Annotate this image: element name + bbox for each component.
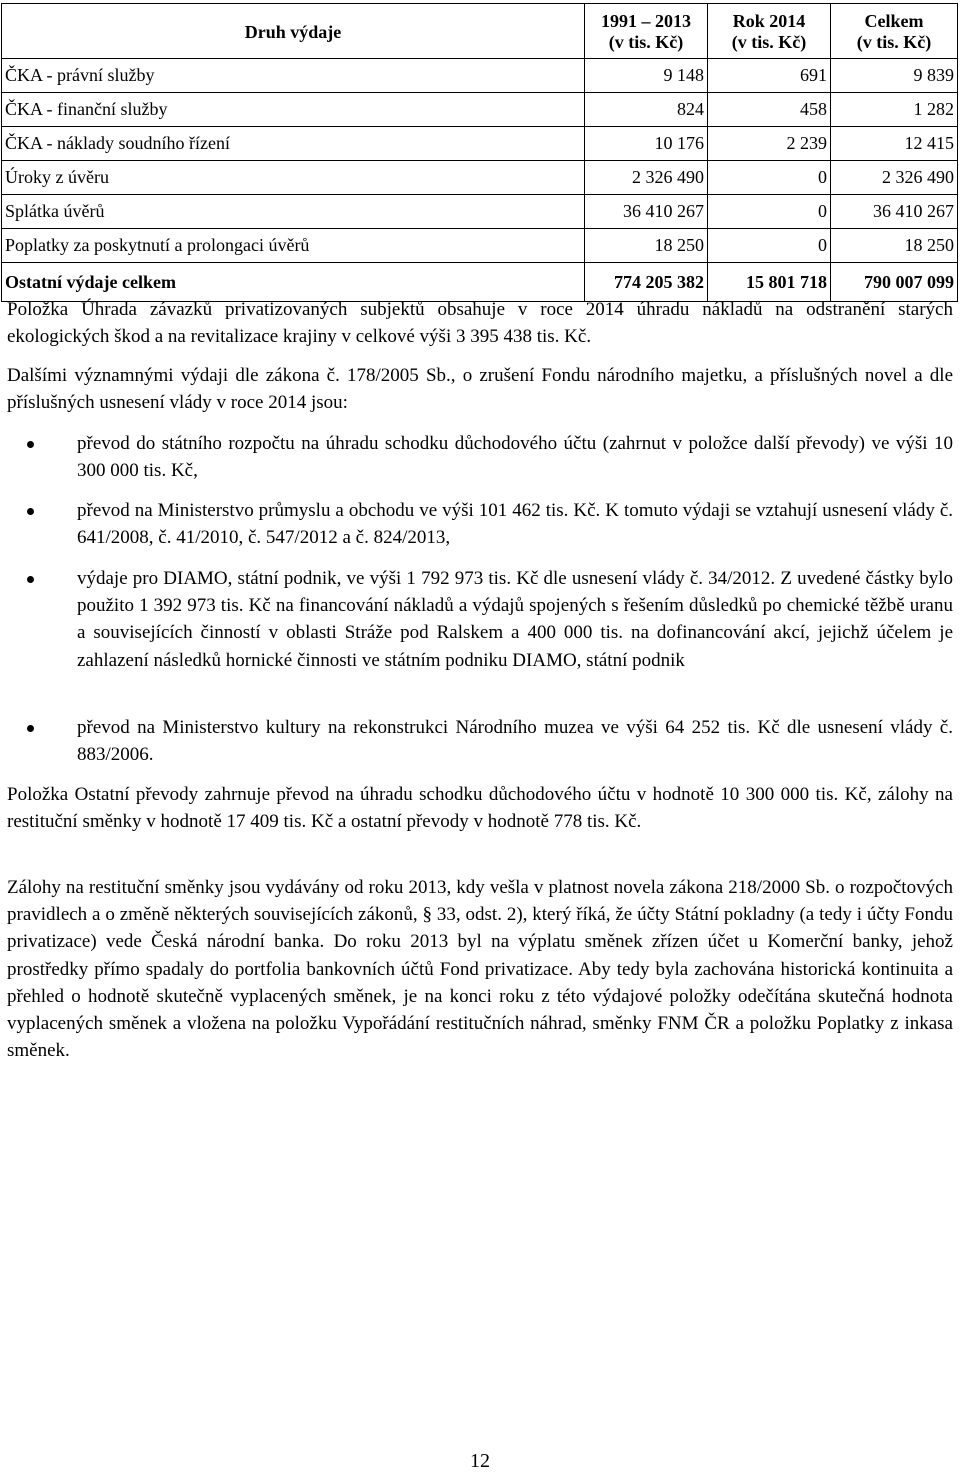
table-header-row <box>2 4 958 59</box>
bullet-icon <box>27 508 34 515</box>
row-value-1991-2013: 10 176 <box>585 127 708 161</box>
row-value-total: 2 326 490 <box>831 161 958 195</box>
header-1991-2013: 1991 – 2013 (v tis. Kč) <box>585 4 708 59</box>
header-total: Celkem (v tis. Kč) <box>831 4 958 59</box>
paragraph-other-transfers: Položka Ostatní převody zahrnuje převod na úhradu schodku důchodového účtu v hodnotě 10 300 000 tis. Kč, zálohy na restituční směnky v hodnotě 17 409 tis. Kč a ostatní převody v hodnotě 778 tis. Kč. <box>7 784 953 833</box>
row-name: ČKA - finanční služby <box>2 93 585 127</box>
row-name: Poplatky za poskytnutí a prolongaci úvěrů <box>2 229 585 263</box>
row-value-2014: 0 <box>708 195 831 229</box>
row-value-2014: 0 <box>708 229 831 263</box>
list-item-text: převod na Ministerstvo kultury na rekonstrukci Národního muzea ve výši 64 252 tis. Kč dle usnesení vlády č. 883/2006. <box>77 717 953 766</box>
row-value-2014: 691 <box>708 59 831 93</box>
total-value-2014: 15 801 718 <box>708 263 831 302</box>
expenditure-table <box>1 3 958 302</box>
list-item-text: převod do státního rozpočtu na úhradu schodku důchodového účtu (zahrnut v položce další převody) ve výši 10 300 000 tis. Kč, <box>77 433 953 482</box>
table-row <box>2 161 958 195</box>
bullet-icon <box>27 441 34 448</box>
table-row <box>2 229 958 263</box>
row-name: ČKA - náklady soudního řízení <box>2 127 585 161</box>
row-name: Úroky z úvěru <box>2 161 585 195</box>
header-2014: Rok 2014 (v tis. Kč) <box>708 4 831 59</box>
row-value-2014: 2 239 <box>708 127 831 161</box>
row-value-total: 18 250 <box>831 229 958 263</box>
paragraph-restitution-advances: Zálohy na restituční směnky jsou vydávány od roku 2013, kdy vešla v platnost novela zákona 218/2000 Sb. o rozpočtových pravidlech a o změně některých souvisejících zákonů, § 33, odst. 2), který říká, že účty Státní pokladny (a tedy i účty Fondu privatizace) vede Česká národní banka. Do roku 2013 byl na výplatu směnek zřízen účet u Komerční banky, jehož prostředky přímo spadaly do portfolia bankovních účtů Fond privatizace. Aby tedy byla zachována historická kontinuita a přehled o hodnotě skutečně vyplacených směnek, je na konci roku z této výdajové položky odečítána skutečná hodnota vyplacených směnek a vložena na položku Vypořádání restitučních náhrad, směnky FNM ČR a položku Poplatky z inkasa směnek. <box>7 877 953 1062</box>
table-row <box>2 93 958 127</box>
bullet-icon <box>27 725 34 732</box>
paragraph-privatized-liabilities: Položka Úhrada závazků privatizovaných subjektů obsahuje v roce 2014 úhradu nákladů na odstranění starých ekologických škod a na revitalizace krajiny v celkové výši 3 395 438 tis. Kč. <box>7 299 953 348</box>
row-value-total: 1 282 <box>831 93 958 127</box>
row-value-1991-2013: 824 <box>585 93 708 127</box>
total-value-1991-2013: 774 205 382 <box>585 263 708 302</box>
row-value-total: 9 839 <box>831 59 958 93</box>
table-row <box>2 127 958 161</box>
table-row <box>2 59 958 93</box>
list-item-text: výdaje pro DIAMO, státní podnik, ve výši 1 792 973 tis. Kč dle usnesení vlády č. 34/2012. Z uvedené částky bylo použito 1 392 973 tis. Kč na financování nákladů a výdajů spojených s řešením důsledků po chemické těžbě uranu a souvisejících činností v oblasti Stráže pod Ralskem a 400 000 tis. na dofinancování akcí, jejichž účelem je zahlazení následků hornické činnosti ve státním podniku DIAMO, státní podnik <box>77 568 953 671</box>
row-value-total: 36 410 267 <box>831 195 958 229</box>
row-value-1991-2013: 2 326 490 <box>585 161 708 195</box>
paragraph-other-expenses-intro: Dalšími významnými výdaji dle zákona č. 178/2005 Sb., o zrušení Fondu národního majetku, a příslušných novel a dle příslušných usnesení vlády v roce 2014 jsou: <box>7 365 953 414</box>
list-item-text: převod na Ministerstvo průmyslu a obchodu ve výši 101 462 tis. Kč. K tomuto výdaji se vztahují usnesení vlády č. 641/2008, č. 41/2010, č. 547/2012 a č. 824/2013, <box>77 500 953 549</box>
total-value-total: 790 007 099 <box>831 263 958 302</box>
header-expense-type: Druh výdaje <box>2 4 585 59</box>
row-name: ČKA - právní služby <box>2 59 585 93</box>
row-value-1991-2013: 9 148 <box>585 59 708 93</box>
page-number: 12 <box>470 1450 490 1472</box>
row-name: Splátka úvěrů <box>2 195 585 229</box>
row-value-2014: 0 <box>708 161 831 195</box>
row-value-total: 12 415 <box>831 127 958 161</box>
row-value-1991-2013: 18 250 <box>585 229 708 263</box>
total-name: Ostatní výdaje celkem <box>2 263 585 302</box>
row-value-1991-2013: 36 410 267 <box>585 195 708 229</box>
bullet-icon <box>27 576 34 583</box>
row-value-2014: 458 <box>708 93 831 127</box>
table-row <box>2 195 958 229</box>
